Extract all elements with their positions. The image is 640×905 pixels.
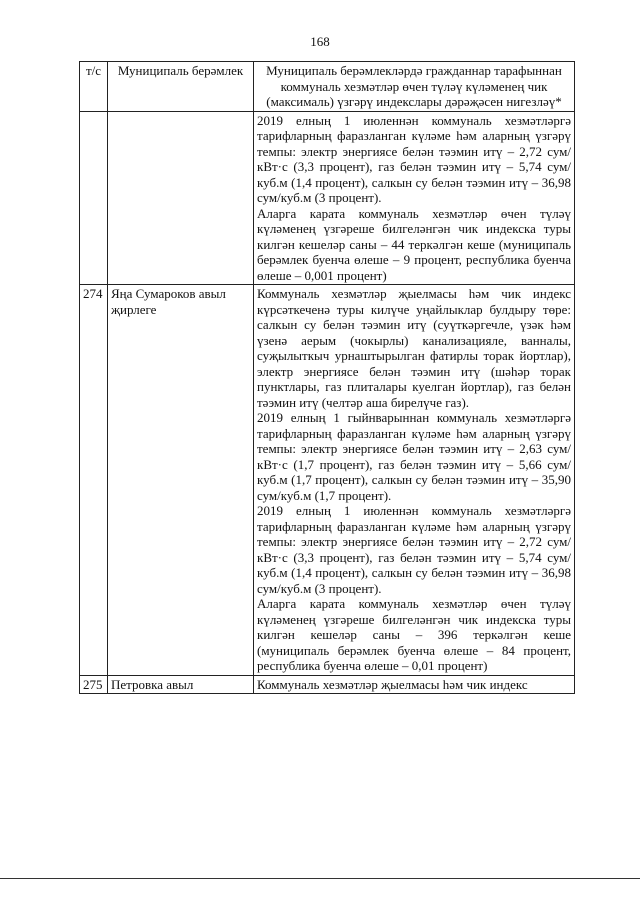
header-municipality: Муниципаль берәмлек <box>108 62 254 112</box>
description-paragraph: Коммуналь хезмәтләр җыелмасы һәм чик индекс <box>257 676 528 692</box>
description-paragraph: Аларга карата коммуналь хезмәтләр өчен түләү күләменең үзгәреше билгеләнгән чик индекска туры килгән кешеләр саны – 396 теркәлгән кеше (муниципаль берәмлек буенча өлеше – 84 процент, республика буенча өлеше – 0,01 процент) <box>257 596 571 673</box>
description-paragraph: 2019 елның 1 июленнән коммуналь хезмәтләргә тарифларның фаразланган күләме һәм аларның үзгәрү темпы: электр энергиясе белән тәэмин итү – 2,72 сум/кВт·с (3,3 процент), газ белән тәэмин итү – 5,74 сум/куб.м (1,4 процент), салкын су белән тәэмин итү – 36,98 сум/куб.м (3 процент). <box>257 112 571 205</box>
description-paragraph: 2019 елның 1 июленнән коммуналь хезмәтләргә тарифларның фаразланган күләме һәм аларның үзгәрү темпы: электр энергиясе белән тәэмин итү – 2,72 сум/кВт·с (3,3 процент), газ белән тәэмин итү – 5,74 сум/куб.м (1,4 процент), салкын су белән тәэмин итү – 36,98 сум/куб.м (3 процент). <box>257 503 571 596</box>
table-header-row <box>80 62 575 112</box>
description-paragraph: Коммуналь хезмәтләр җыелмасы һәм чик индекс күрсәткеченә туры килүче уңайлыклар булдыру төре: салкын су белән тәэмин итү (суүткәргечле, үзәк һәм үзенә аерым (чокырлы) канализацияле, ванналы, суҗылыткыч урнаштырылган фатирлы торак йортлар), электр энергиясе белән тәэмин итү (шәһәр торак пунктлары, газ плиталары куелган йортлар), газ белән тәэмин итү (челтәр аша бирелүче газ). <box>257 286 571 410</box>
table-row <box>80 285 575 676</box>
row-description <box>254 285 575 676</box>
row-municipality: Петровка авыл <box>108 675 254 694</box>
row-description <box>254 675 575 694</box>
description-paragraph: 2019 елның 1 гыйнварыннан коммуналь хезмәтләргә тарифларның фаразланган күләме һәм аларның үзгәрү темпы: электр энергиясе белән тәэмин итү – 2,63 сум/кВт·с (1,7 процент), газ белән тәэмин итү – 5,66 сум/куб.м (1,7 процент), салкын су белән тәэмин итү – 35,90 сум/куб.м (1,7 процент). <box>257 410 571 503</box>
scan-edge-line <box>0 878 640 879</box>
row-municipality: Яңа Сумароков авыл җирлеге <box>108 285 254 676</box>
page-number: 168 <box>310 34 330 49</box>
row-number: 274 <box>80 285 108 676</box>
header-number: т/с <box>80 62 108 112</box>
row-number: 275 <box>80 675 108 694</box>
description-paragraph: Аларга карата коммуналь хезмәтләр өчен түләү күләменең үзгәреше билгеләнгән чик индекска туры килгән кешеләр саны – 44 теркәлгән кеше (муниципаль берәмлек буенча өлеше – 9 процент, республика буенча өлеше – 0,001 процент) <box>257 205 571 283</box>
tariff-table <box>79 61 575 694</box>
row-number <box>80 111 108 285</box>
row-municipality <box>108 111 254 285</box>
table-row <box>80 111 575 285</box>
header-description: Муниципаль берәмлекләрдә гражданнар тарафыннан коммуналь хезмәтләр өчен түләү күләменең чик (максималь) үзгәрү индекслары дәрәҗәсен нигезләү* <box>254 62 575 112</box>
table-row <box>80 675 575 694</box>
row-description <box>254 111 575 285</box>
